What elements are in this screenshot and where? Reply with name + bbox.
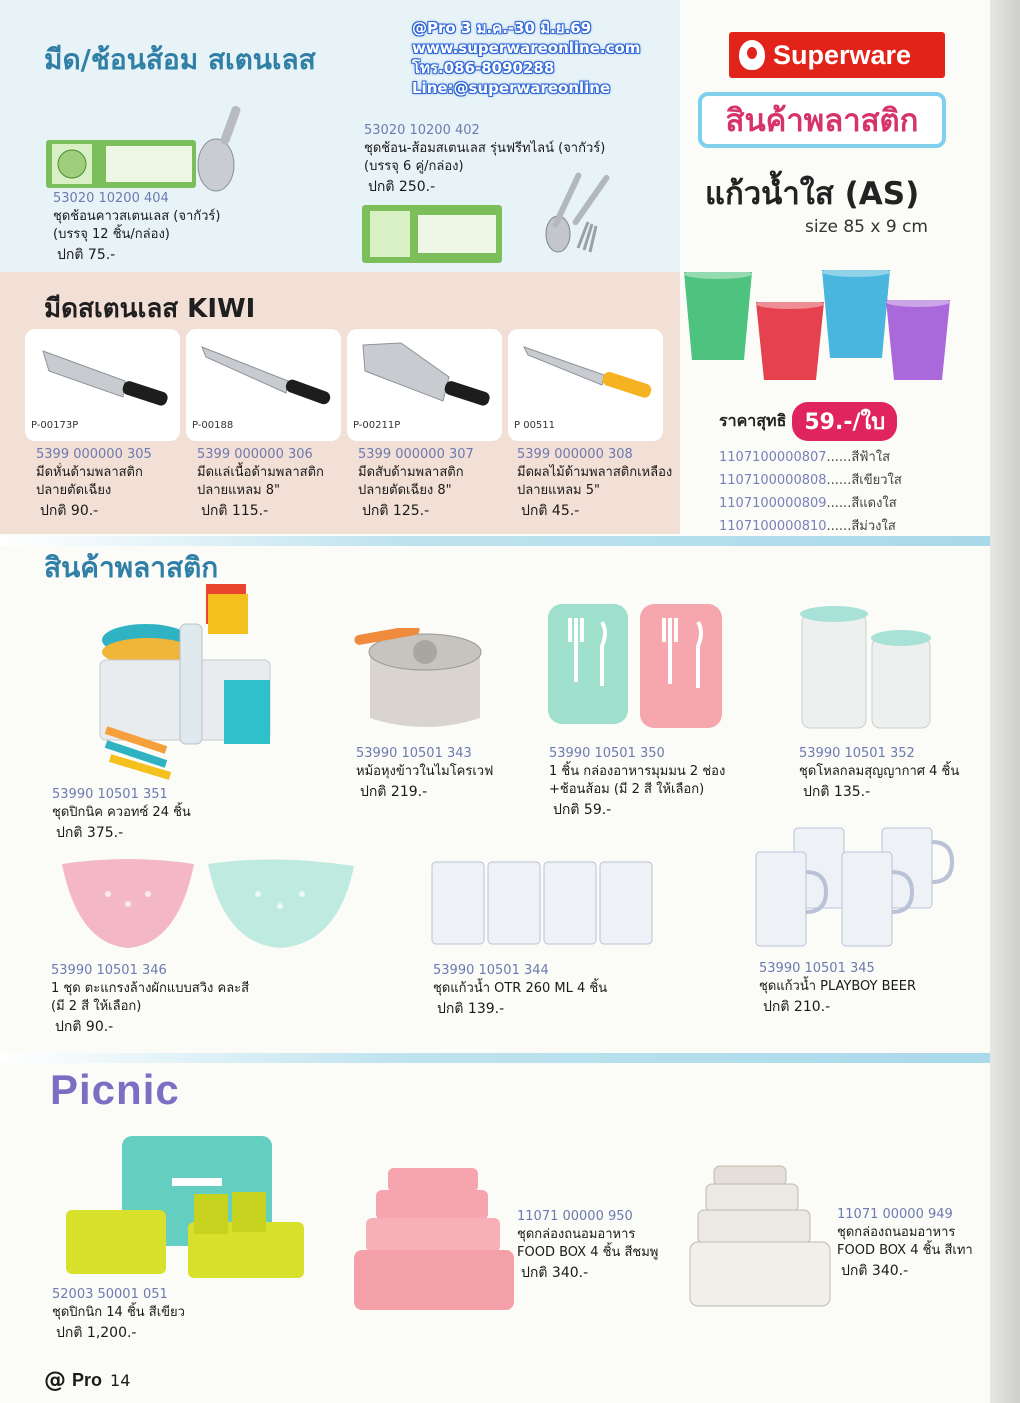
product-code: 53990 10501 345 (759, 961, 875, 976)
picnic-item-1[interactable] (52, 1286, 185, 1342)
glass-variant[interactable] (719, 469, 902, 490)
glass-size: size 85 x 9 cm (805, 217, 928, 237)
product-name: ชุดกล่องถนอมอาหาร (837, 1225, 956, 1240)
plastic-item-5[interactable] (51, 962, 249, 1036)
product-code: 52003 50001 051 (52, 1287, 168, 1302)
cutlery-box-image (362, 205, 502, 269)
picnic-item-2[interactable] (517, 1208, 658, 1282)
product-price: ปกติ 90.- (40, 503, 99, 519)
promo-phone[interactable]: โทร.086-8090288 (412, 59, 555, 77)
plastic-badge: สินค้าพลาสติก (698, 92, 946, 148)
glass-variant[interactable] (719, 515, 896, 536)
product-name: ชุดแก้วน้ำ OTR 260 ML 4 ชิ้น (433, 981, 608, 996)
penguin-icon (739, 40, 765, 70)
knife-item-1[interactable] (36, 446, 152, 520)
product-name: ชุดปิกนิค ควอทซ์ 24 ชิ้น (52, 805, 191, 820)
variant-name: ......สีม่วงใส (826, 519, 896, 534)
product-code: 5399 000000 307 (358, 447, 474, 462)
knife-pcode: P 00511 (514, 420, 556, 431)
colander-image (58, 854, 358, 958)
price-label: ราคาสุทธิ (719, 411, 787, 430)
cup-purple-image (882, 296, 954, 384)
picnic-set-image (96, 580, 286, 784)
product-detail: ปลายตัดเฉียง (36, 483, 112, 498)
product-code: 53990 10501 346 (51, 963, 167, 978)
product-price: ปกติ 375.- (56, 825, 124, 841)
product-price: ปกติ 75.- (57, 247, 116, 263)
product-name: ชุดช้อนคาวสเตนเลส (จากัวร์) (53, 209, 221, 224)
product-code: 5399 000000 305 (36, 447, 152, 462)
product-code: 53990 10501 351 (52, 787, 168, 802)
variant-code: 1107100000807 (719, 450, 827, 465)
product-name: มีดสับด้ามพลาสติก (358, 465, 464, 480)
plastic-item-3[interactable] (549, 745, 725, 819)
glass-variant[interactable] (719, 492, 897, 513)
product-name: มีดหั่นด้ามพลาสติก (36, 465, 143, 480)
page-spine (990, 0, 1020, 1403)
product-name: หม้อหุงข้าวในไมโครเวฟ (356, 764, 494, 779)
page-number: 14 (110, 1371, 131, 1390)
product-price: ปกติ 210.- (763, 999, 831, 1015)
product-detail: FOOD BOX 4 ชิ้น สีเทา (837, 1243, 973, 1258)
plastic-item-7[interactable] (759, 960, 916, 1016)
variant-name: ......สีฟ้าใส (826, 450, 891, 465)
knife-item-2[interactable] (197, 446, 324, 520)
variant-name: ......สีแดงใส (826, 496, 897, 511)
product-price: ปกติ 139.- (437, 1001, 505, 1017)
cup-red-image (752, 298, 828, 384)
spoon-fork-image (530, 150, 640, 264)
product-price: ปกติ 59.- (553, 802, 612, 818)
plastic-item-2[interactable] (356, 745, 493, 801)
knife-pcode: P-00211P (353, 420, 401, 431)
knife-item-3[interactable] (358, 446, 474, 520)
plastic-section-title: สินค้าพลาสติก (44, 551, 219, 584)
variant-code: 1107100000808 (719, 473, 827, 488)
picnic-basket-image (62, 1134, 312, 1288)
product-code: 53990 10501 344 (433, 963, 549, 978)
product-name: ชุดช้อน-ส้อมสเตนเลส รุ่นฟรีทไลน์ (จากัวร์) (364, 141, 606, 156)
product-price: ปกติ 219.- (360, 784, 428, 800)
rice-cooker-image (350, 628, 490, 742)
product-price: ปกติ 115.- (201, 503, 269, 519)
product-code: 53990 10501 343 (356, 746, 472, 761)
picnic-section-title: Picnic (50, 1066, 180, 1113)
product-code: 5399 000000 306 (197, 447, 313, 462)
grey-foodbox-image (688, 1162, 838, 1316)
section-divider (0, 1053, 990, 1063)
product-code: 5399 000000 308 (517, 447, 633, 462)
knife-pcode: P-00188 (192, 420, 234, 431)
footer-at-symbol: @ (44, 1368, 66, 1393)
product-detail: (บรรจุ 12 ชิ้น/กล่อง) (53, 227, 170, 242)
product-code: 53020 10200 404 (53, 191, 169, 206)
product-name: ชุดโหลกลมสุญญากาศ 4 ชิ้น (799, 764, 960, 779)
product-price: ปกติ 125.- (362, 503, 430, 519)
plastic-item-6[interactable] (433, 962, 607, 1018)
product-price: ปกติ 90.- (55, 1019, 114, 1035)
section-divider (0, 536, 990, 546)
glass-variant[interactable] (719, 446, 890, 467)
product-name: มีดผลไม้ด้ามพลาสติกเหลือง (517, 465, 673, 480)
pink-foodbox-image (352, 1164, 522, 1318)
knife-item-4[interactable] (517, 446, 672, 520)
footer-pro-text: Pro (72, 1370, 103, 1390)
knife-card-3[interactable] (347, 329, 502, 441)
promo-website[interactable]: www.superwareonline.com (412, 39, 641, 57)
knife-card-4[interactable] (508, 329, 663, 441)
product-name: ชุดปิกนิก 14 ชิ้น สีเขียว (52, 1305, 185, 1320)
product-code: 11071 00000 950 (517, 1209, 633, 1224)
product-detail: (มี 2 สี ให้เลือก) (51, 999, 142, 1014)
kiwi-section-title: มีดสเตนเลส KIWI (44, 294, 256, 324)
beer-mug-image (752, 822, 972, 956)
cutlery-section-title: มีด/ช้อนส้อม สเตนเลส (44, 43, 316, 76)
glass-title: แก้วน้ำใส (AS) (705, 176, 920, 212)
knife-card-1[interactable] (25, 329, 180, 441)
variant-code: 1107100000809 (719, 496, 827, 511)
knife-pcode: P-00173P (31, 420, 79, 431)
product-code: 53990 10501 352 (799, 746, 915, 761)
product-detail: +ช้อนส้อม (มี 2 สี ให้เลือก) (549, 782, 705, 797)
glass-price-tag (719, 402, 897, 441)
product-name: ชุดกล่องถนอมอาหาร (517, 1227, 636, 1242)
product-detail: ปลายแหลม 5" (517, 483, 601, 498)
cup-green-image (680, 268, 756, 364)
product-detail: (บรรจุ 6 คู่/กล่อง) (364, 159, 464, 174)
plastic-item-4[interactable] (799, 745, 959, 801)
product-price: ปกติ 250.- (368, 179, 436, 195)
product-price: ปกติ 1,200.- (56, 1325, 137, 1341)
product-price: ปกติ 135.- (803, 784, 871, 800)
promo-period: @Pro 3 ม.ค.-30 มิ.ย.69 (412, 19, 592, 37)
plastic-item-1[interactable] (52, 786, 191, 842)
variant-name: ......สีเขียวใส (826, 473, 902, 488)
product-detail: ปลายตัดเฉียง 8" (358, 483, 452, 498)
vacuum-jar-image (796, 604, 936, 738)
knife-card-2[interactable] (186, 329, 341, 441)
picnic-item-3[interactable] (837, 1206, 973, 1280)
promo-block (412, 18, 640, 98)
product-detail: ปลายแหลม 8" (197, 483, 281, 498)
superware-logo (729, 32, 945, 78)
product-code: 53020 10200 402 (364, 123, 480, 138)
product-code: 11071 00000 949 (837, 1207, 953, 1222)
tumbler-set-image (428, 858, 658, 952)
product-detail: FOOD BOX 4 ชิ้น สีชมพู (517, 1245, 659, 1260)
product-name: 1 ชิ้น กล่องอาหารมุมมน 2 ช่อง (549, 764, 726, 779)
page-footer (44, 1368, 130, 1393)
product-code: 53990 10501 350 (549, 746, 665, 761)
product-name: มีดแล่เนื้อด้ามพลาสติก (197, 465, 324, 480)
product-price: ปกติ 340.- (841, 1263, 909, 1279)
food-box-image (546, 602, 726, 736)
product-name: ชุดแก้วน้ำ PLAYBOY BEER (759, 979, 917, 994)
price-value: 59.-/ใบ (792, 402, 897, 441)
product-name: 1 ชุด ตะแกรงล้างผักแบบสวิง คละสี (51, 981, 250, 996)
spoon-image (190, 105, 250, 199)
cutlery-item-1[interactable] (53, 190, 220, 264)
product-price: ปกติ 45.- (521, 503, 580, 519)
logo-text: Superware (773, 39, 912, 70)
product-price: ปกติ 340.- (521, 1265, 589, 1281)
promo-line-id[interactable]: Line:@superwareonline (412, 79, 611, 97)
variant-code: 1107100000810 (719, 519, 827, 534)
